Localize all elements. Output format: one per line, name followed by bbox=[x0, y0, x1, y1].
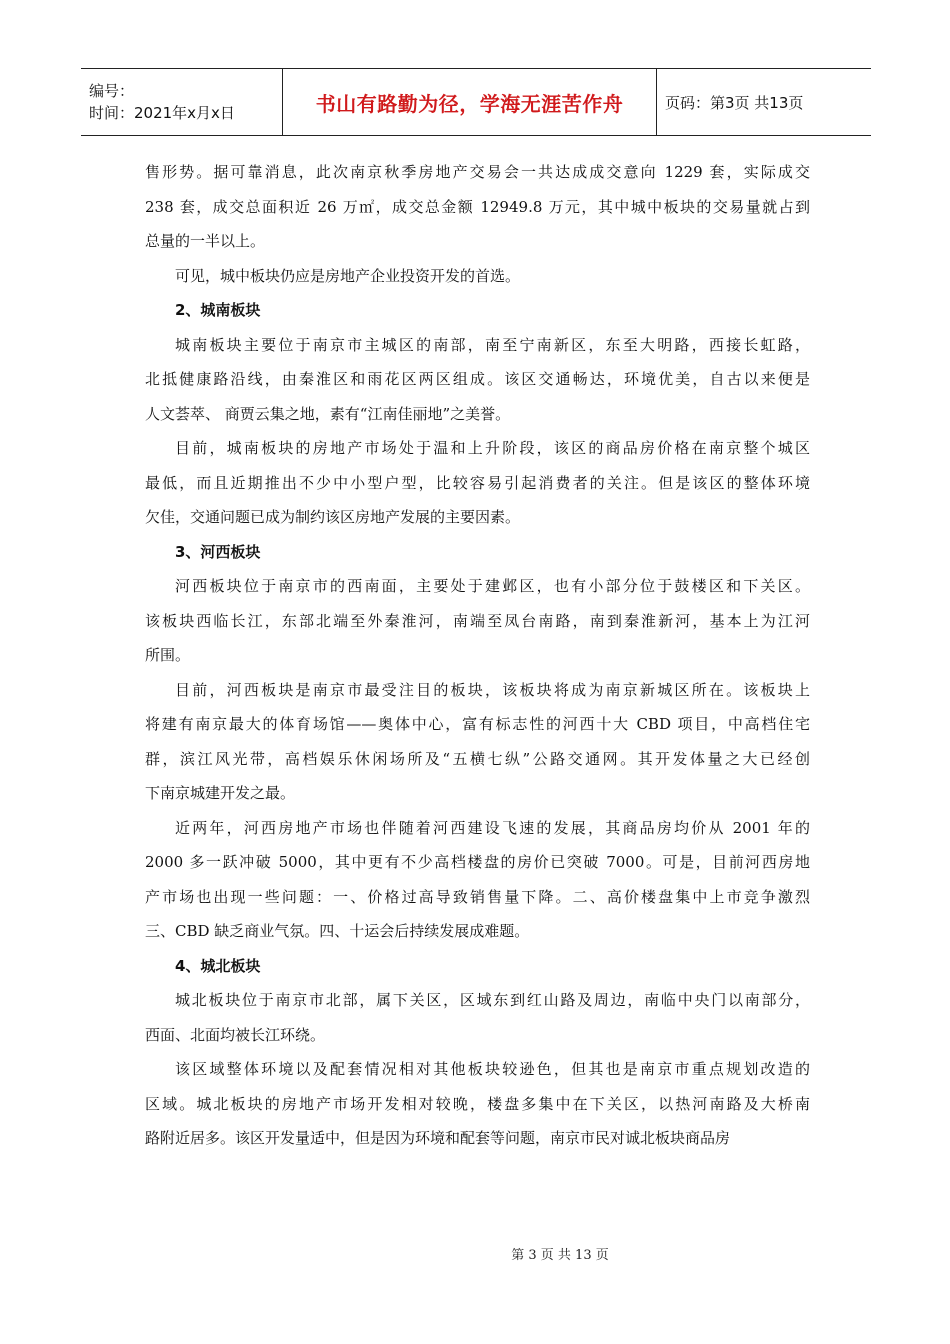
paragraph-line: 产市场也出现一些问题：一、价格过高导致销售量下降。二、高价楼盘集中上市竞争激烈 bbox=[145, 887, 810, 906]
paragraph-line: 区域。城北板块的房地产市场开发相对较晚，楼盘多集中在下关区，以热河南路及大桥南 bbox=[145, 1094, 810, 1113]
header-meta bbox=[81, 69, 282, 135]
header-motto-cell bbox=[282, 69, 657, 135]
paragraph-first-line: 近两年，河西房地产市场也伴随着河西建设飞速的发展，其商品房均价从 2001 年的 bbox=[175, 818, 810, 837]
paragraph-line: 西面、北面均被长江环绕。 bbox=[145, 1025, 326, 1044]
document-number-label: 编号： bbox=[89, 82, 135, 100]
paragraph-line: 总量的一半以上。 bbox=[145, 232, 266, 250]
paragraph-line: 路附近居多。该区开发量适中，但是因为环境和配套等问题，南京市民对诚北板块商品房 bbox=[145, 1129, 731, 1147]
paragraph-line: 群，滨江风光带，高档娱乐休闲场所及“五横七纵”公路交通网。其开发体量之大已经创 bbox=[145, 749, 810, 768]
paragraph-first-line: 城南板块主要位于南京市主城区的南部，南至宁南新区，东至大明路，西接长虹路， bbox=[175, 335, 810, 354]
footer-page-number: 第 3 页 共 13 页 bbox=[511, 1248, 609, 1263]
paragraph-line: 人文荟萃、 商贾云集之地，素有“江南佳丽地”之美誉。 bbox=[145, 404, 511, 423]
paragraph-first-line: 可见，城中板块仍应是房地产企业投资开发的首选。 bbox=[175, 266, 521, 285]
paragraph-first-line: 河西板块位于南京市的西南面，主要处于建邺区，也有小部分位于鼓楼区和下关区。 bbox=[175, 577, 810, 595]
paragraph-line: 238 套，成交总面积近 26 万㎡，成交总金额 12949.8 万元，其中城中板块的交易量就占到 bbox=[145, 197, 810, 216]
paragraph-line: 三、CBD 缺乏商业气氛。四、十运会后持续发展成难题。 bbox=[145, 922, 530, 940]
section-heading: 4、城北板块 bbox=[175, 956, 261, 975]
document-date: 时间：2021年x月x日 bbox=[89, 104, 235, 122]
document-body bbox=[145, 155, 810, 1156]
paragraph-line: 下南京城建开发之最。 bbox=[145, 784, 296, 802]
header-page-info-cell bbox=[657, 69, 871, 135]
paragraph-line: 售形势。据可靠消息，此次南京秋季房地产交易会一共达成成交意向 1229 套，实际成交 bbox=[145, 163, 810, 181]
paragraph-line: 该板块西临长江，东部北端至外秦淮河，南端至凤台南路，南到秦淮新河，基本上为江河 bbox=[145, 611, 810, 630]
paragraph-first-line: 目前，河西板块是南京市最受注目的板块，该板块将成为南京新城区所在。该板块上 bbox=[175, 680, 810, 699]
paragraph-first-line: 城北板块位于南京市北部，属下关区，区域东到红山路及周边，南临中央门以南部分， bbox=[175, 991, 810, 1009]
section-heading: 2、城南板块 bbox=[175, 301, 261, 319]
header-page-info: 页码：第3页 共13页 bbox=[665, 93, 804, 112]
paragraph-line: 北抵健康路沿线，由秦淮区和雨花区两区组成。该区交通畅达，环境优美，自古以来便是 bbox=[145, 370, 810, 388]
paragraph-line: 将建有南京最大的体育场馆——奥体中心，富有标志性的河西十大 CBD 项目，中高档住宅 bbox=[145, 715, 810, 733]
page-header bbox=[81, 68, 871, 136]
section-heading: 3、河西板块 bbox=[175, 542, 261, 561]
paragraph-first-line: 目前，城南板块的房地产市场处于温和上升阶段，该区的商品房价格在南京整个城区 bbox=[175, 439, 810, 457]
paragraph-line: 所围。 bbox=[145, 646, 191, 664]
page-footer bbox=[0, 1244, 950, 1263]
paragraph-line: 最低，而且近期推出不少中小型户型，比较容易引起消费者的关注。但是该区的整体环境 bbox=[145, 473, 810, 492]
paragraph-first-line: 该区域整体环境以及配套情况相对其他板块较逊色，但其也是南京市重点规划改造的 bbox=[175, 1060, 810, 1078]
paragraph-line: 2000 多一跃冲破 5000，其中更有不少高档楼盘的房价已突破 7000。可是，目前河西房地 bbox=[145, 853, 810, 871]
paragraph-line: 欠佳，交通问题已成为制约该区房地产发展的主要因素。 bbox=[145, 508, 521, 526]
header-motto: 书山有路勤为径，学海无涯苦作舟 bbox=[315, 91, 624, 116]
